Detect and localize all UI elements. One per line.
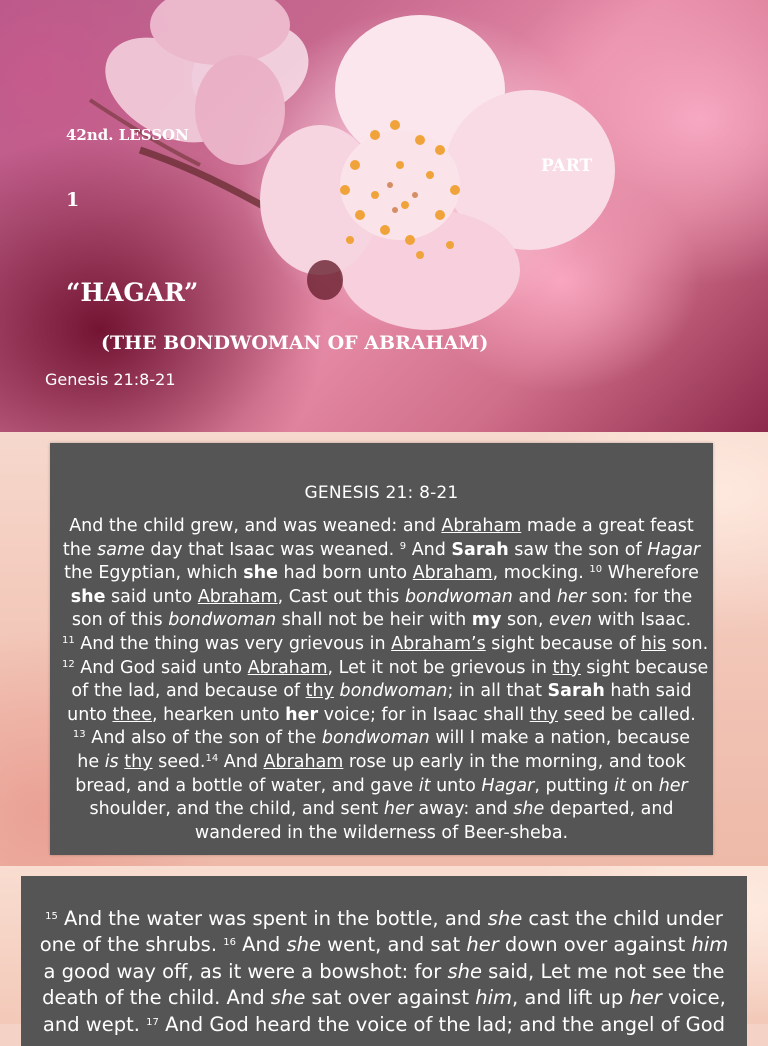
text-line: wandered in the wilderness of Beer-sheba. (194, 822, 569, 843)
verse-number: 12 (62, 658, 75, 670)
slide-title: “HAGAR” (66, 278, 199, 307)
verse-number: 17 (146, 1016, 159, 1028)
scripture-text-box (50, 443, 713, 855)
part-number: 1 (66, 189, 80, 211)
scripture-slide-1 (0, 432, 768, 866)
scripture-slide-2 (0, 866, 768, 1036)
verse-number: 13 (72, 729, 86, 741)
verse-number: 10 (589, 564, 603, 576)
text-line: of the lad, and because of thy bondwoman; in all that Sarah hath said (71, 681, 692, 702)
text-line: And the child grew, and was weaned: and Abraham made a great feast (69, 516, 694, 536)
scripture-body (21, 876, 747, 1038)
slide-subtitle: (THE BONDWOMAN OF ABRAHAM) (101, 332, 489, 354)
text-line: she said unto Abraham, Cast out this bondwoman and her son: for the (70, 586, 693, 607)
text-line: a good way off, as it were a bowshot: for she said, Let me not see the (43, 959, 725, 983)
verse-number: 9 (399, 540, 407, 552)
text-line: shoulder, and the child, and sent her away: and she departed, and (89, 799, 674, 820)
lesson-label: 42nd. LESSON (66, 126, 189, 144)
text-line: the Egyptian, which she had born unto Abraham, mocking. $^{10}$ Wherefore (64, 563, 699, 584)
text-line: unto thee, hearken unto her voice; for in Isaac shall thy seed be called. (67, 704, 696, 725)
text-line: and wept. $^{17}$ And God heard the voice of the lad; and the angel of God (42, 1012, 726, 1036)
text-line: $^{12}$ And God said unto Abraham, Let it not be grievous in thy sight because (62, 657, 709, 678)
verse-number: 11 (62, 634, 75, 646)
scripture-text-box (21, 876, 747, 1046)
text-line: $^{11}$ And the thing was very grievous in Abraham’s sight because of his son. (62, 633, 709, 654)
text-line: $^{15}$ And the water was spent in the bottle, and she cast the child under (45, 907, 723, 930)
verse-number: 14 (205, 752, 219, 764)
text-line: bread, and a bottle of water, and gave it unto Hagar, putting it on her (75, 775, 688, 796)
part-label: PART (541, 156, 593, 176)
text-line: he is thy seed.$^{14}$ And Abraham rose up early in the morning, and took (77, 751, 686, 772)
verse-number: 16 (223, 937, 236, 949)
title-slide (0, 0, 768, 432)
scripture-body (62, 515, 709, 845)
text-line: $^{13}$ And also of the son of the bondwoman will I make a nation, because (72, 728, 691, 749)
verse-number: 15 (45, 911, 58, 922)
text-line: the same day that Isaac was weaned. $^9$ And Sarah saw the son of Hagar (62, 539, 701, 560)
scripture-heading: GENESIS 21: 8-21 (304, 483, 459, 503)
blossom-background-image (0, 0, 768, 432)
text-line: one of the shrubs. $^{16}$ And she went, and sat her down over against him (39, 933, 729, 957)
scripture-reference: Genesis 21:8-21 (45, 370, 176, 389)
text-line: son of this bondwoman shall not be heir with my son, even with Isaac. (71, 610, 692, 631)
text-line: death of the child. And she sat over against him, and lift up her voice, (42, 986, 726, 1010)
